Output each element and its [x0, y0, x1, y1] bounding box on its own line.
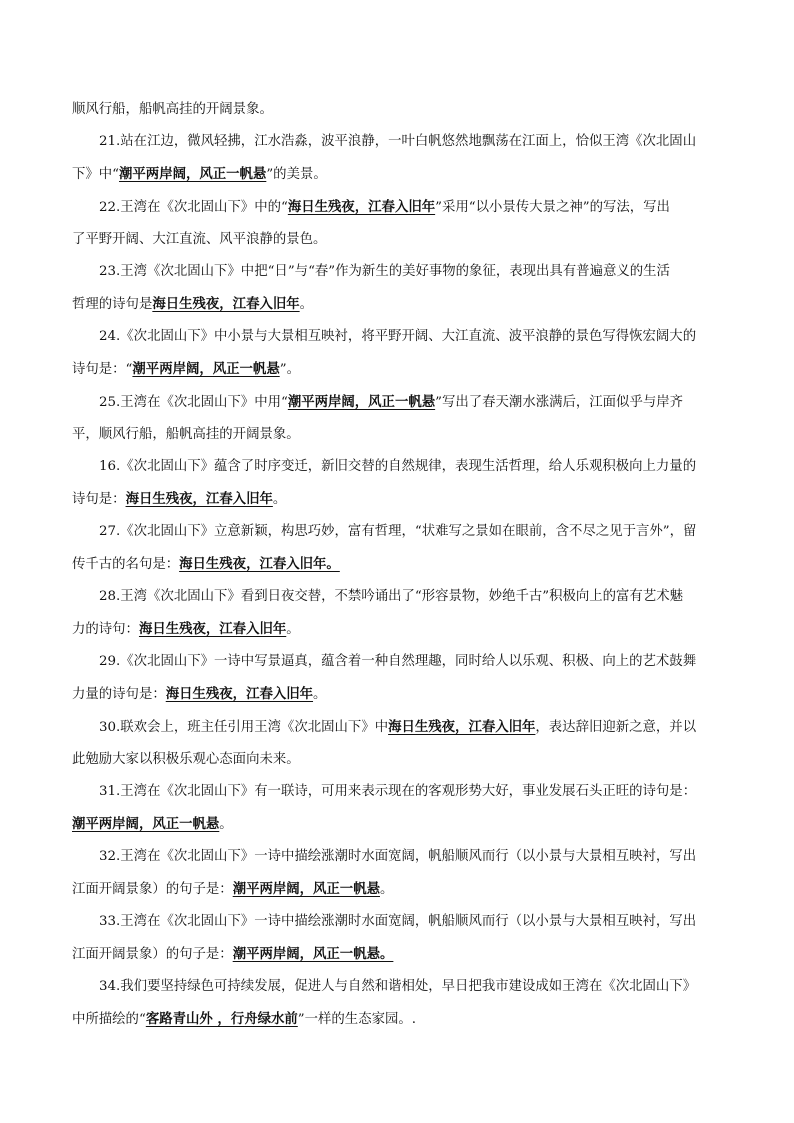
question-21	[72, 126, 724, 191]
text-line: 23.王湾《次北固山下》中把“日”与“春”作为新生的美好事物的象征，表现出具有普遍意义的生活	[99, 264, 670, 279]
question-34	[72, 971, 724, 1036]
question-29	[72, 646, 724, 711]
question-30	[72, 711, 724, 776]
answer-underlined: 海日生残夜，江春入旧年	[287, 199, 436, 215]
answer-underlined: 潮平两岸阔，风正一帆悬	[119, 166, 267, 182]
answer-underlined: 客路青山外 ，行舟绿水前	[145, 1011, 298, 1027]
text-segment: 30.联欢会上，班主任引用王湾《次北固山下》中	[99, 720, 389, 735]
text-segment: ，表达辞旧迎新之意，并以	[535, 720, 697, 735]
question-22	[72, 191, 724, 256]
text-line: 33.王湾在《次北固山下》一诗中描绘涨潮时水面宽阔，帆船顺风而行（以小景与大景相互映衬，写出	[99, 914, 697, 929]
text-line: 28.王湾《次北固山下》看到日夜交替，不禁吟诵出了“形容景物，妙绝千古”积极向上的富有艺术魅	[99, 589, 683, 604]
text-line: 27.《次北固山下》立意新颖，构思巧妙，富有哲理，“状难写之景如在眼前，含不尽之见于言外”，留	[99, 524, 697, 539]
question-24	[72, 321, 724, 386]
text-segment: 江面开阔景象）的句子是：	[72, 882, 233, 897]
text-segment: 。	[299, 297, 314, 312]
text-segment: 25.王湾在《次北固山下》中用“	[99, 395, 288, 410]
text-line: 顺风行船，船帆高挂的开阔景象。	[72, 102, 273, 117]
text-segment: 中所描绘的“	[72, 1012, 146, 1027]
answer-underlined: 潮平两岸阔，风正一帆悬	[287, 394, 436, 410]
answer-text: 海日生残夜，江春入旧年。	[179, 556, 340, 572]
text-segment: 。	[219, 817, 233, 832]
text-line: 16.《次北固山下》蕴含了时序变迁，新旧交替的自然规律，表现生活哲理，给人乐观积极向上力量的	[99, 459, 697, 474]
text-line: 此勉励大家以积极乐观心态面向未来。	[72, 752, 300, 767]
answer-underlined: 海日生残夜，江春入旧年	[388, 719, 536, 735]
text-line: 了平野开阔、大江直流、风平浪静的景色。	[72, 232, 327, 247]
text-segment: ”的美景。	[266, 167, 327, 182]
text-segment: 22.王湾在《次北固山下》中的“	[99, 200, 288, 215]
question-31	[72, 776, 724, 841]
text-line: 32.王湾在《次北固山下》一诗中描绘涨潮时水面宽阔，帆船顺风而行（以小景与大景相互映衬，写出	[99, 849, 697, 864]
text-segment: 。	[286, 622, 300, 637]
text-segment: 力量的诗句是：	[72, 687, 166, 702]
text-line: 平，顺风行船，船帆高挂的开阔景象。	[72, 427, 300, 442]
question-23	[72, 256, 724, 321]
question-16	[72, 451, 724, 516]
question-27	[72, 516, 724, 581]
question-28	[72, 581, 724, 646]
text-line: 34.我们要坚持绿色可持续发展，促进人与自然和谐相处，早日把我市建设成如王湾在《次北固山下》	[99, 979, 697, 994]
question-25	[72, 386, 724, 451]
answer-underlined: 潮平两岸阔，风正一帆悬	[72, 816, 220, 832]
text-segment: 力的诗句：	[72, 622, 139, 637]
document-body	[72, 94, 724, 1036]
text-segment: ”采用“以小景传大景之神”的写法，写出	[435, 200, 670, 215]
text-segment: 。	[313, 687, 327, 702]
text-segment: 。	[272, 492, 287, 507]
answer-underlined: 海日生残夜，江春入旧年	[125, 491, 273, 507]
text-line: 29.《次北固山下》一诗中写景逼真，蕴含着一种自然理趣，同时给人以乐观、积极、向上的艺术鼓舞	[99, 654, 697, 669]
text-segment: ”。	[279, 362, 300, 377]
answer-underlined: 潮平两岸阔，风正一帆悬。	[232, 946, 394, 962]
text-segment: 诗句是：	[72, 492, 126, 507]
text-segment: 诗句是：“	[72, 362, 133, 377]
text-line: 31.王湾在《次北固山下》有一联诗，可用来表示现在的客观形势大好，事业发展石头正旺的诗句是：	[99, 784, 697, 799]
text-segment: 传千古的名句是：	[72, 557, 180, 572]
question-33	[72, 906, 724, 971]
question-32	[72, 841, 724, 906]
answer-underlined: 潮平两岸阔，风正一帆悬	[232, 881, 380, 897]
text-line: 24.《次北固山下》中小景与大景相互映衬，将平野开阔、大江直流、波平浪静的景色写得恢宏阔大的	[99, 329, 697, 344]
answer-underlined	[179, 556, 398, 572]
answer-underlined: 海日生残夜，江春入旧年	[138, 621, 287, 637]
answer-underlined: 海日生残夜，江春入旧年	[165, 686, 314, 702]
answer-underlined: 海日生残夜，江春入旧年	[152, 296, 300, 312]
text-line: 21.站在江边，微风轻拂，江水浩淼，波平浪静，一叶白帆悠然地飘荡在江面上，恰似王湾《次北固山	[99, 134, 697, 149]
text-segment: 。	[379, 882, 394, 897]
paragraph-continuation	[72, 94, 724, 126]
text-segment: ”写出了春天潮水涨满后，江面似乎与岸齐	[435, 395, 684, 410]
text-segment: 江面开阔景象）的句子是：	[72, 947, 233, 962]
text-segment: 哲理的诗句是	[72, 297, 153, 312]
text-segment: 下》中“	[72, 167, 120, 182]
answer-underlined: 潮平两岸阔，风正一帆悬	[132, 361, 280, 377]
text-segment: ”一样的生态家园。.	[297, 1012, 417, 1027]
